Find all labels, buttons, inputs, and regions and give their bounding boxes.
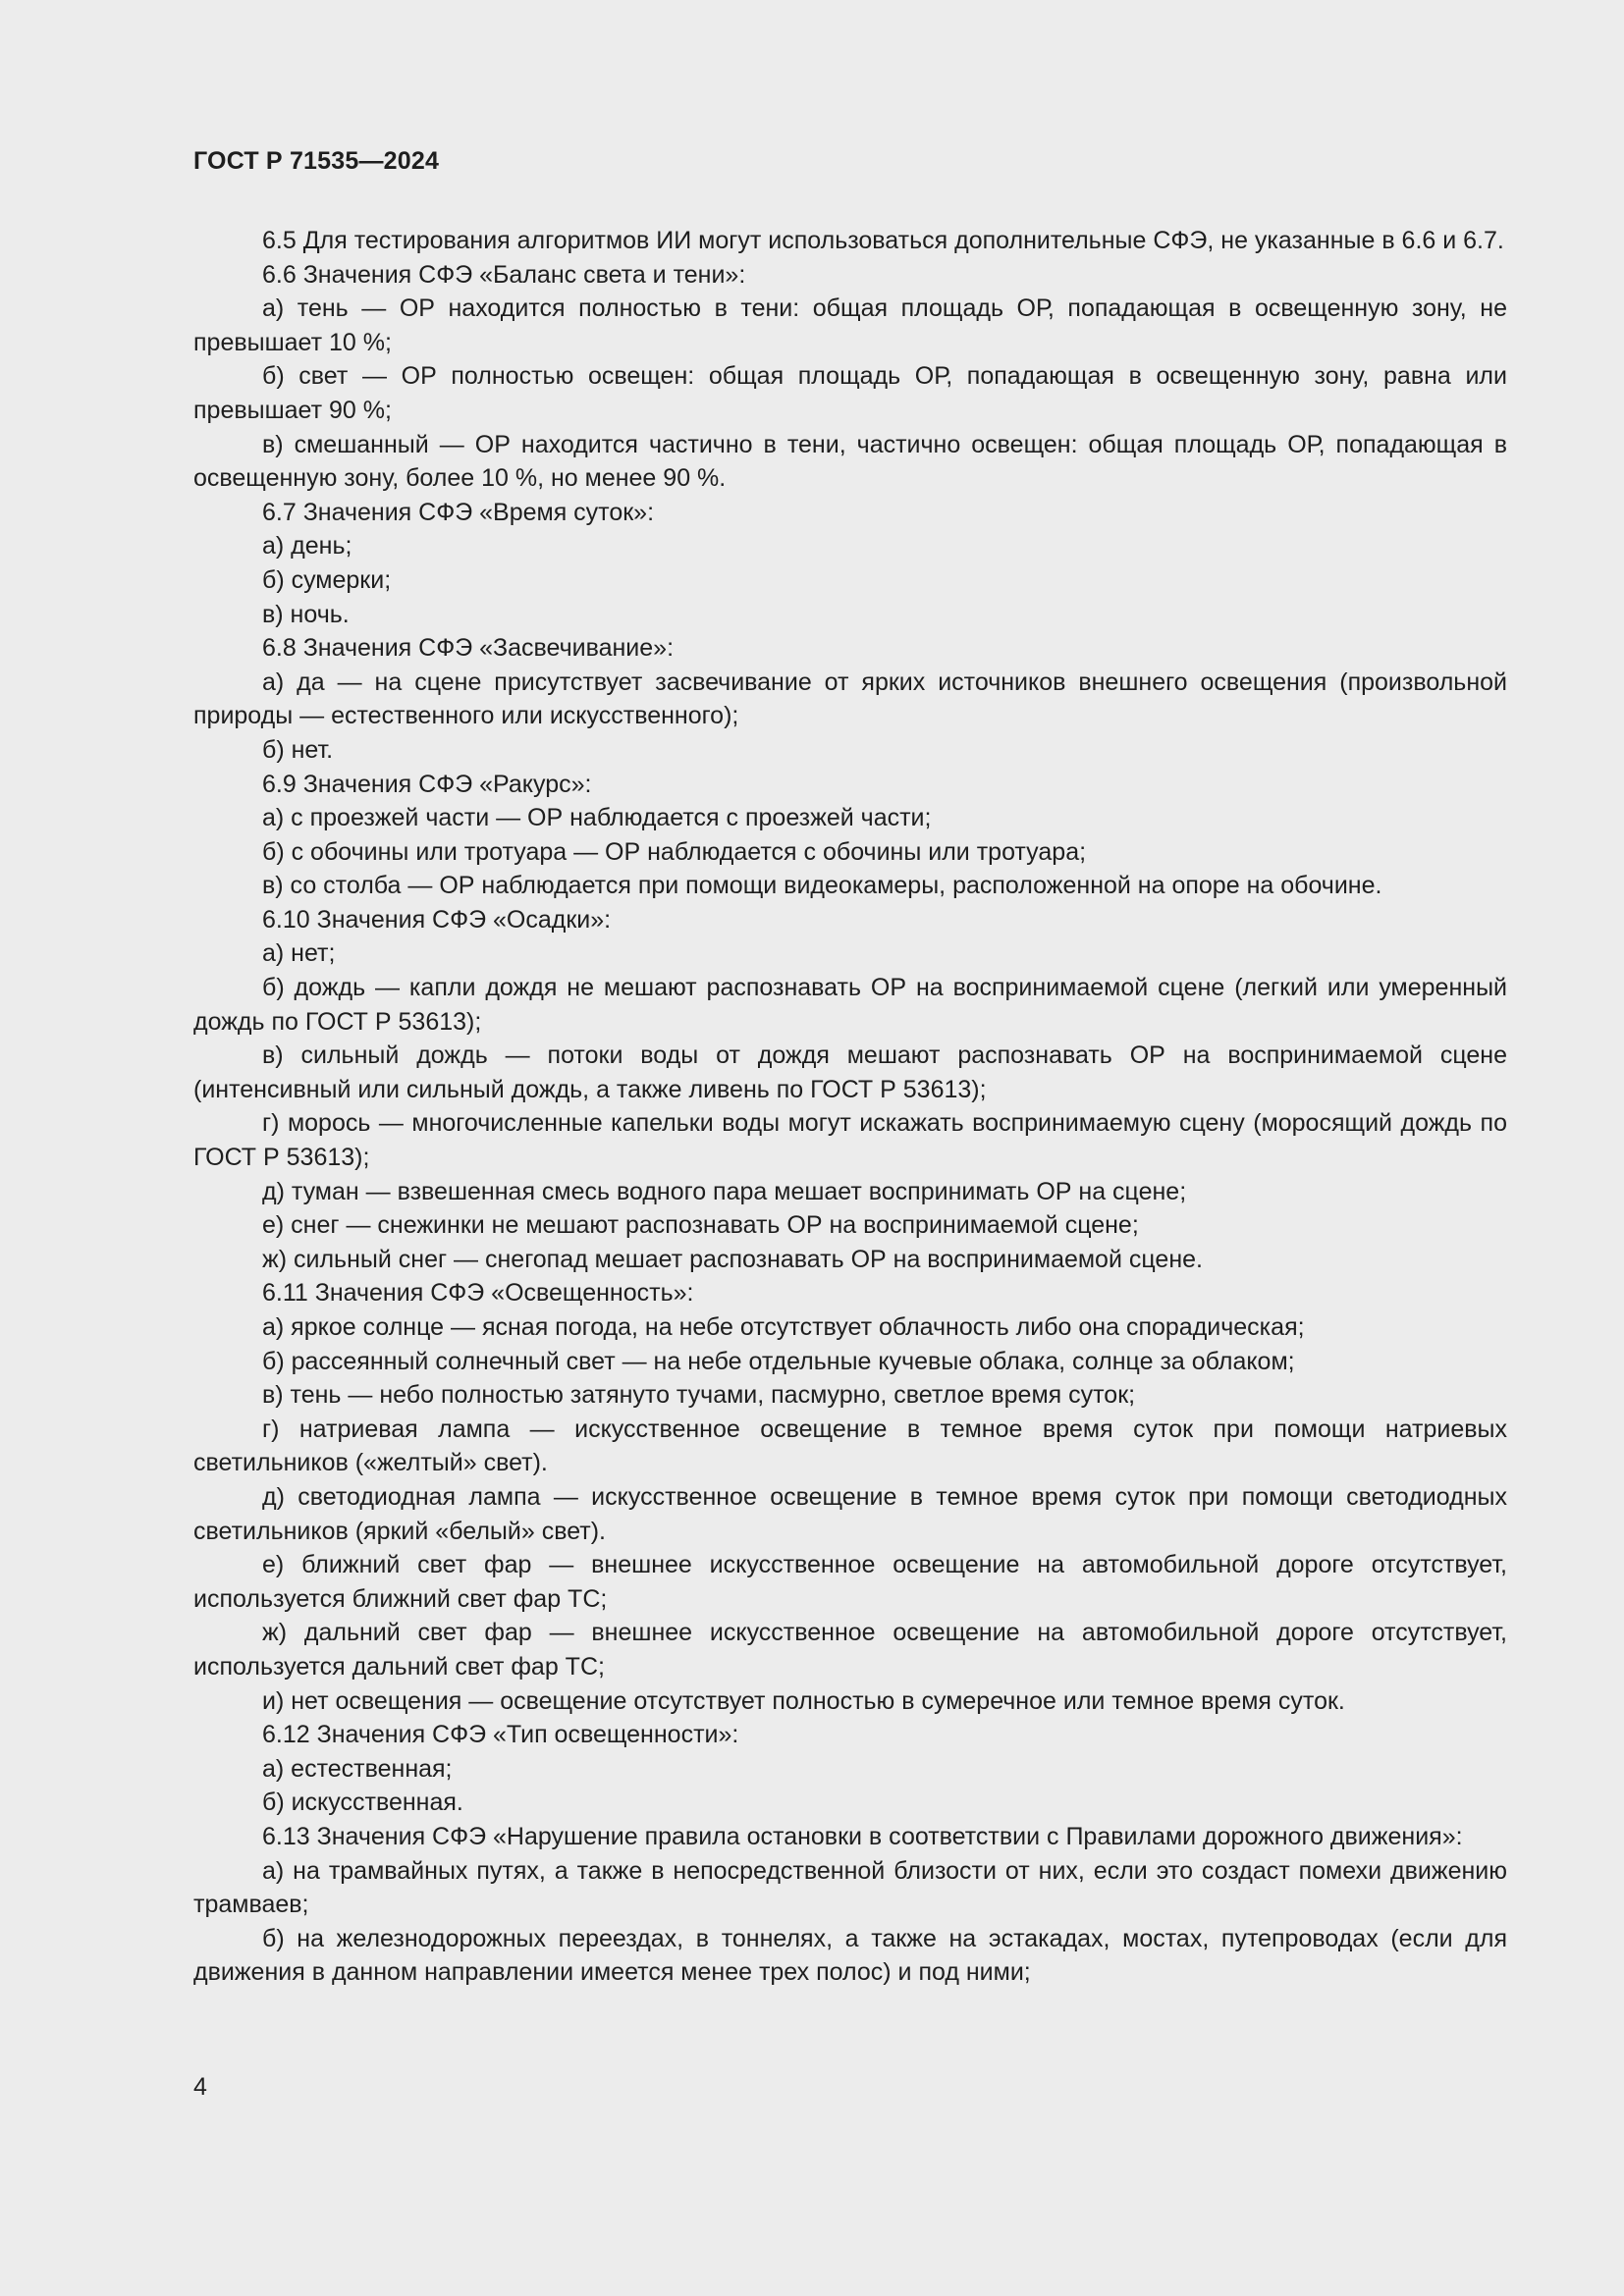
paragraph: б) искусственная. (262, 1789, 463, 1817)
paragraph: 6.8 Значения СФЭ «Засвечивание»: (262, 634, 675, 663)
paragraph: в) сильный дождь — потоки воды от дождя мешают распознавать ОР на воспринимаемой сцене (интенсивный или сильный дождь, а также ливень по ГОСТ Р 53613); (193, 1041, 1507, 1103)
paragraph: а) естественная; (262, 1754, 453, 1783)
paragraph: 6.5 Для тестирования алгоритмов ИИ могут использоваться дополнительные СФЭ, не указанные в 6.6 и 6.7. (262, 227, 1504, 254)
paragraph: ж) дальний свет фар — внешнее искусственное освещение на автомобильной дороге отсутствует, используется дальний свет фар ТС; (193, 1619, 1507, 1681)
paragraph: е) ближний свет фар — внешнее искусственное освещение на автомобильной дороге отсутствует, используется ближний свет фар ТС; (193, 1551, 1507, 1613)
paragraph: г) натриевая лампа — искусственное освещение в темное время суток при помощи натриевых светильников («желтый» свет). (193, 1415, 1507, 1477)
paragraph: а) яркое солнце — ясная погода, на небе отсутствует облачность либо она спорадическая; (262, 1313, 1305, 1341)
document-header: ГОСТ Р 71535—2024 (193, 147, 440, 175)
paragraph: в) ночь. (262, 600, 350, 628)
paragraph: б) с обочины или тротуара — ОР наблюдается с обочины или тротуара; (262, 837, 1087, 866)
paragraph: 6.6 Значения СФЭ «Баланс света и тени»: (262, 260, 746, 289)
paragraph: 6.13 Значения СФЭ «Нарушение правила остановки в соответствии с Правилами дорожного движения»: (262, 1822, 1463, 1850)
paragraph: а) день; (262, 532, 352, 561)
paragraph: б) нет. (262, 735, 334, 764)
paragraph: 6.10 Значения СФЭ «Осадки»: (262, 905, 612, 934)
paragraph: б) дождь — капли дождя не мешают распознавать ОР на воспринимаемой сцене (легкий или умеренный дождь по ГОСТ Р 53613); (193, 974, 1507, 1036)
paragraph: а) на трамвайных путях, а также в непосредственной близости от них, если это создаст помехи движению трамваев; (193, 1856, 1507, 1919)
paragraph: в) тень — небо полностью затянуто тучами, пасмурно, светлое время суток; (262, 1381, 1136, 1410)
paragraph: 6.9 Значения СФЭ «Ракурс»: (262, 770, 592, 798)
paragraph: 6.12 Значения СФЭ «Тип освещенности»: (262, 1721, 739, 1749)
paragraph: а) нет; (262, 939, 336, 968)
paragraph: б) сумерки; (262, 565, 392, 594)
paragraph: а) с проезжей части — ОР наблюдается с проезжей части; (262, 804, 932, 832)
paragraph: д) светодиодная лампа — искусственное освещение в темное время суток при помощи светодиодных светильников (яркий «белый» свет). (193, 1482, 1507, 1545)
paragraph: в) со столба — ОР наблюдается при помощи видеокамеры, расположенной на опоре на обочине. (262, 872, 1382, 900)
paragraph: 6.7 Значения СФЭ «Время суток»: (262, 498, 655, 526)
paragraph: ж) сильный снег — снегопад мешает распознавать ОР на воспринимаемой сцене. (262, 1245, 1203, 1273)
paragraph: в) смешанный — ОР находится частично в тени, частично освещен: общая площадь ОР, попадающая в освещенную зону, более 10 %, но менее 90 %. (193, 430, 1507, 493)
paragraph: а) да — на сцене присутствует засвечивание от ярких источников внешнего освещения (произвольной природы — естественного или искусственного); (193, 667, 1507, 730)
paragraph: и) нет освещения — освещение отсутствует полностью в сумеречное или темное время суток. (262, 1686, 1345, 1715)
paragraph: а) тень — ОР находится полностью в тени: общая площадь ОР, попадающая в освещенную зону, не превышает 10 %; (193, 294, 1507, 356)
page-number: 4 (193, 2073, 207, 2101)
paragraph: 6.11 Значения СФЭ «Освещенность»: (262, 1279, 694, 1308)
document-body (193, 224, 1507, 1990)
paragraph: б) рассеянный солнечный свет — на небе отдельные кучевые облака, солнце за облаком; (262, 1347, 1295, 1375)
paragraph: д) туман — взвешенная смесь водного пара мешает воспринимать ОР на сцене; (262, 1177, 1187, 1205)
paragraph: г) морось — многочисленные капельки воды могут искажать воспринимаемую сцену (моросящий дождь по ГОСТ Р 53613); (193, 1109, 1507, 1172)
paragraph: б) свет — ОР полностью освещен: общая площадь ОР, попадающая в освещенную зону, равна или превышает 90 %; (193, 362, 1507, 424)
paragraph: б) на железнодорожных переездах, в тоннелях, а также на эстакадах, мостах, путепроводах (если для движения в данном направлении имеется менее трех полос) и под ними; (193, 1924, 1507, 1987)
paragraph: е) снег — снежинки не мешают распознавать ОР на воспринимаемой сцене; (262, 1211, 1139, 1240)
